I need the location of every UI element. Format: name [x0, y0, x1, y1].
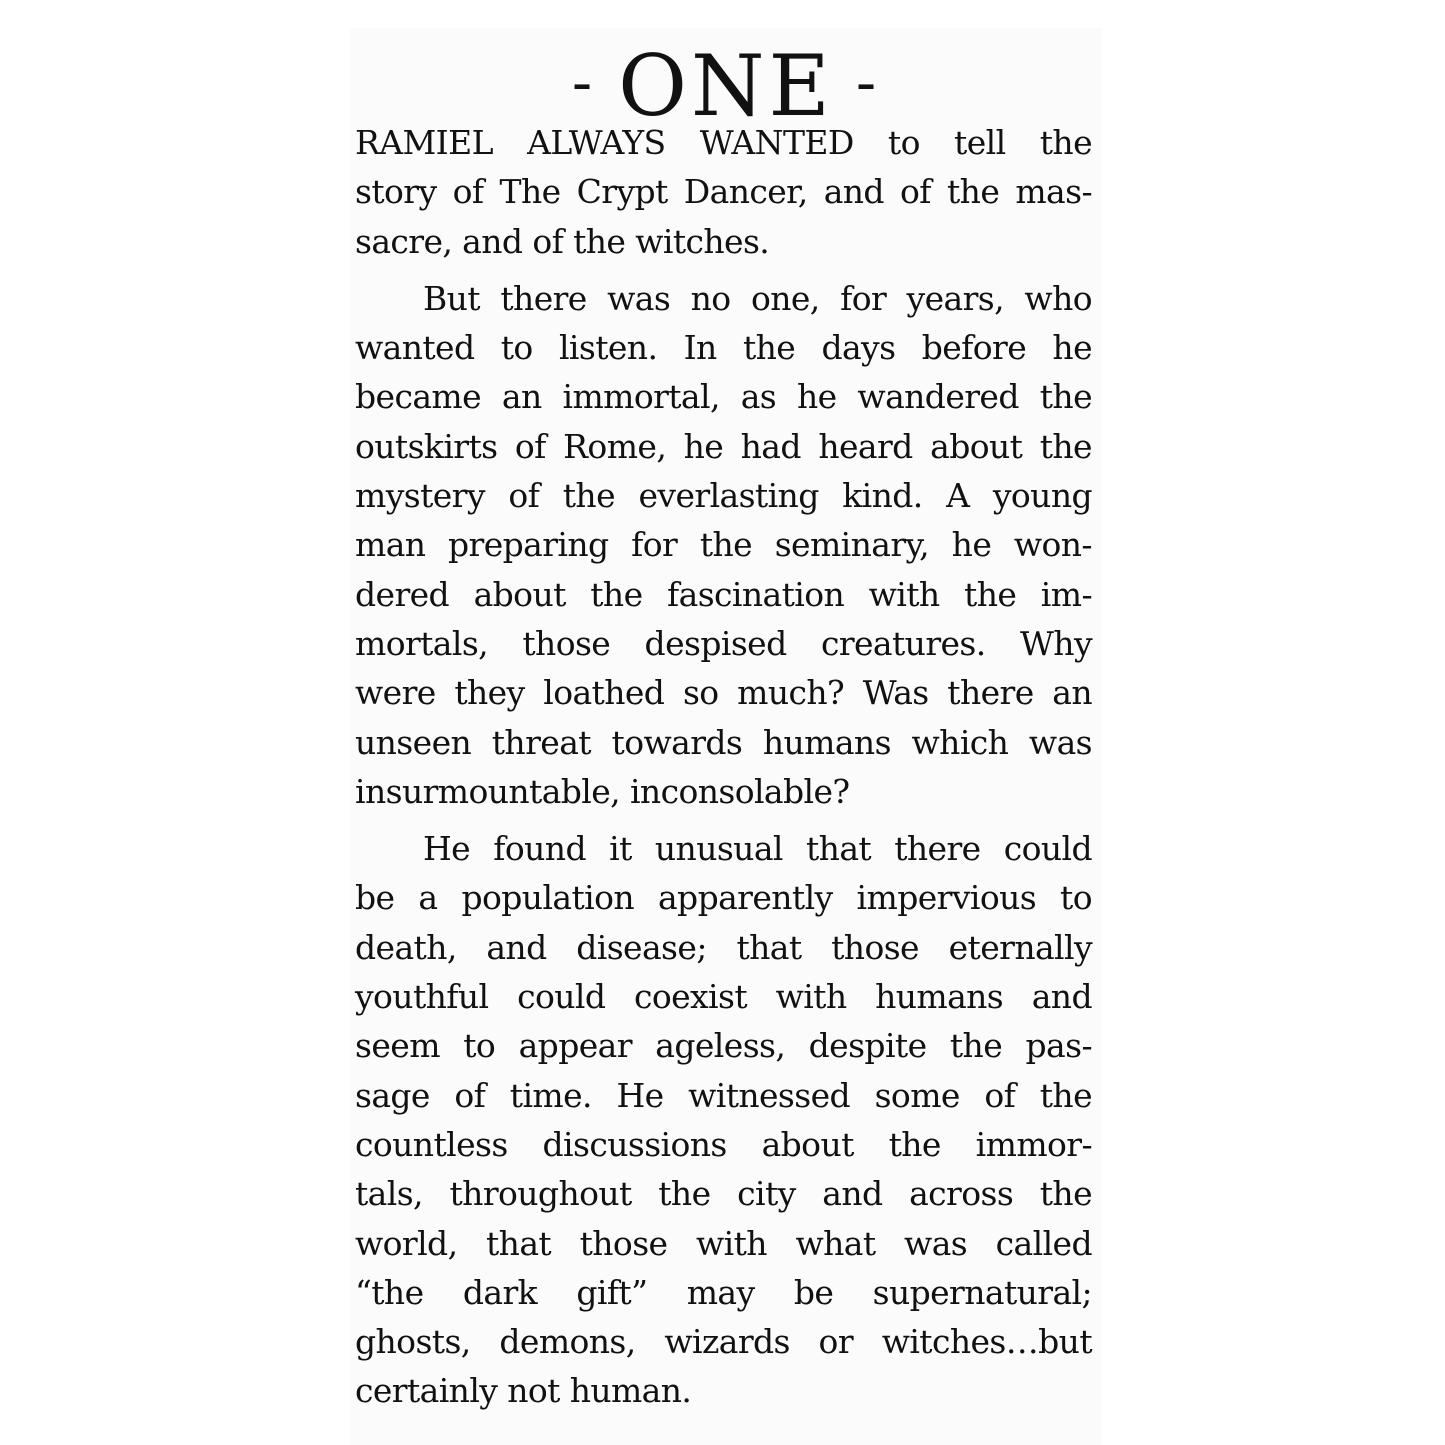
- text-line: He found it unusual that there could: [423, 829, 1092, 869]
- text-line: seem to appear ageless, despite the pas-: [355, 1026, 1092, 1066]
- text-line: death, and disease; that those eternally: [355, 927, 1092, 967]
- text-line: tals, throughout the city and across the: [355, 1174, 1092, 1214]
- text-line: “the dark gift” may be supernatural;: [355, 1272, 1092, 1312]
- text-line: became an immortal, as he wandered the: [355, 377, 1092, 417]
- text-line: certainly not human.: [355, 1371, 692, 1411]
- text-line: countless discussions about the immor-: [355, 1124, 1092, 1164]
- text-line: world, that those with what was called: [355, 1223, 1092, 1263]
- text-line: outskirts of Rome, he had heard about the: [355, 426, 1092, 466]
- text-line: sage of time. He witnessed some of the: [355, 1075, 1092, 1115]
- text-line: be a population apparently impervious to: [355, 878, 1092, 918]
- text-line: mystery of the everlasting kind. A young: [355, 476, 1092, 516]
- chapter-dash-left: -: [571, 48, 597, 118]
- paragraph-1: [355, 118, 1092, 266]
- text-line: But there was no one, for years, who: [423, 278, 1092, 318]
- text-line: wanted to listen. In the days before he: [355, 328, 1092, 368]
- body-text: [355, 118, 1092, 1416]
- text-line: dered about the fascination with the im-: [355, 574, 1092, 614]
- text-line: youthful could coexist with humans and: [355, 977, 1092, 1017]
- text-line: ghosts, demons, wizards or witches…but: [355, 1322, 1092, 1362]
- text-line: RAMIEL ALWAYS WANTED to tell the: [355, 123, 1092, 162]
- paragraph-2: [355, 274, 1092, 816]
- text-line: story of The Crypt Dancer, and of the mas-: [355, 172, 1092, 212]
- text-line: were they loathed so much? Was there an: [355, 673, 1092, 713]
- text-line: insurmountable, inconsolable?: [355, 771, 850, 811]
- chapter-title: ONE: [618, 37, 834, 135]
- text-line: mortals, those despised creatures. Why: [355, 623, 1092, 663]
- text-line: man preparing for the seminary, he won-: [355, 525, 1092, 565]
- text-line: sacre, and of the witches.: [355, 221, 770, 261]
- paragraph-3: [355, 824, 1092, 1416]
- chapter-dash-right: -: [855, 48, 881, 118]
- text-line: unseen threat towards humans which was: [355, 722, 1092, 762]
